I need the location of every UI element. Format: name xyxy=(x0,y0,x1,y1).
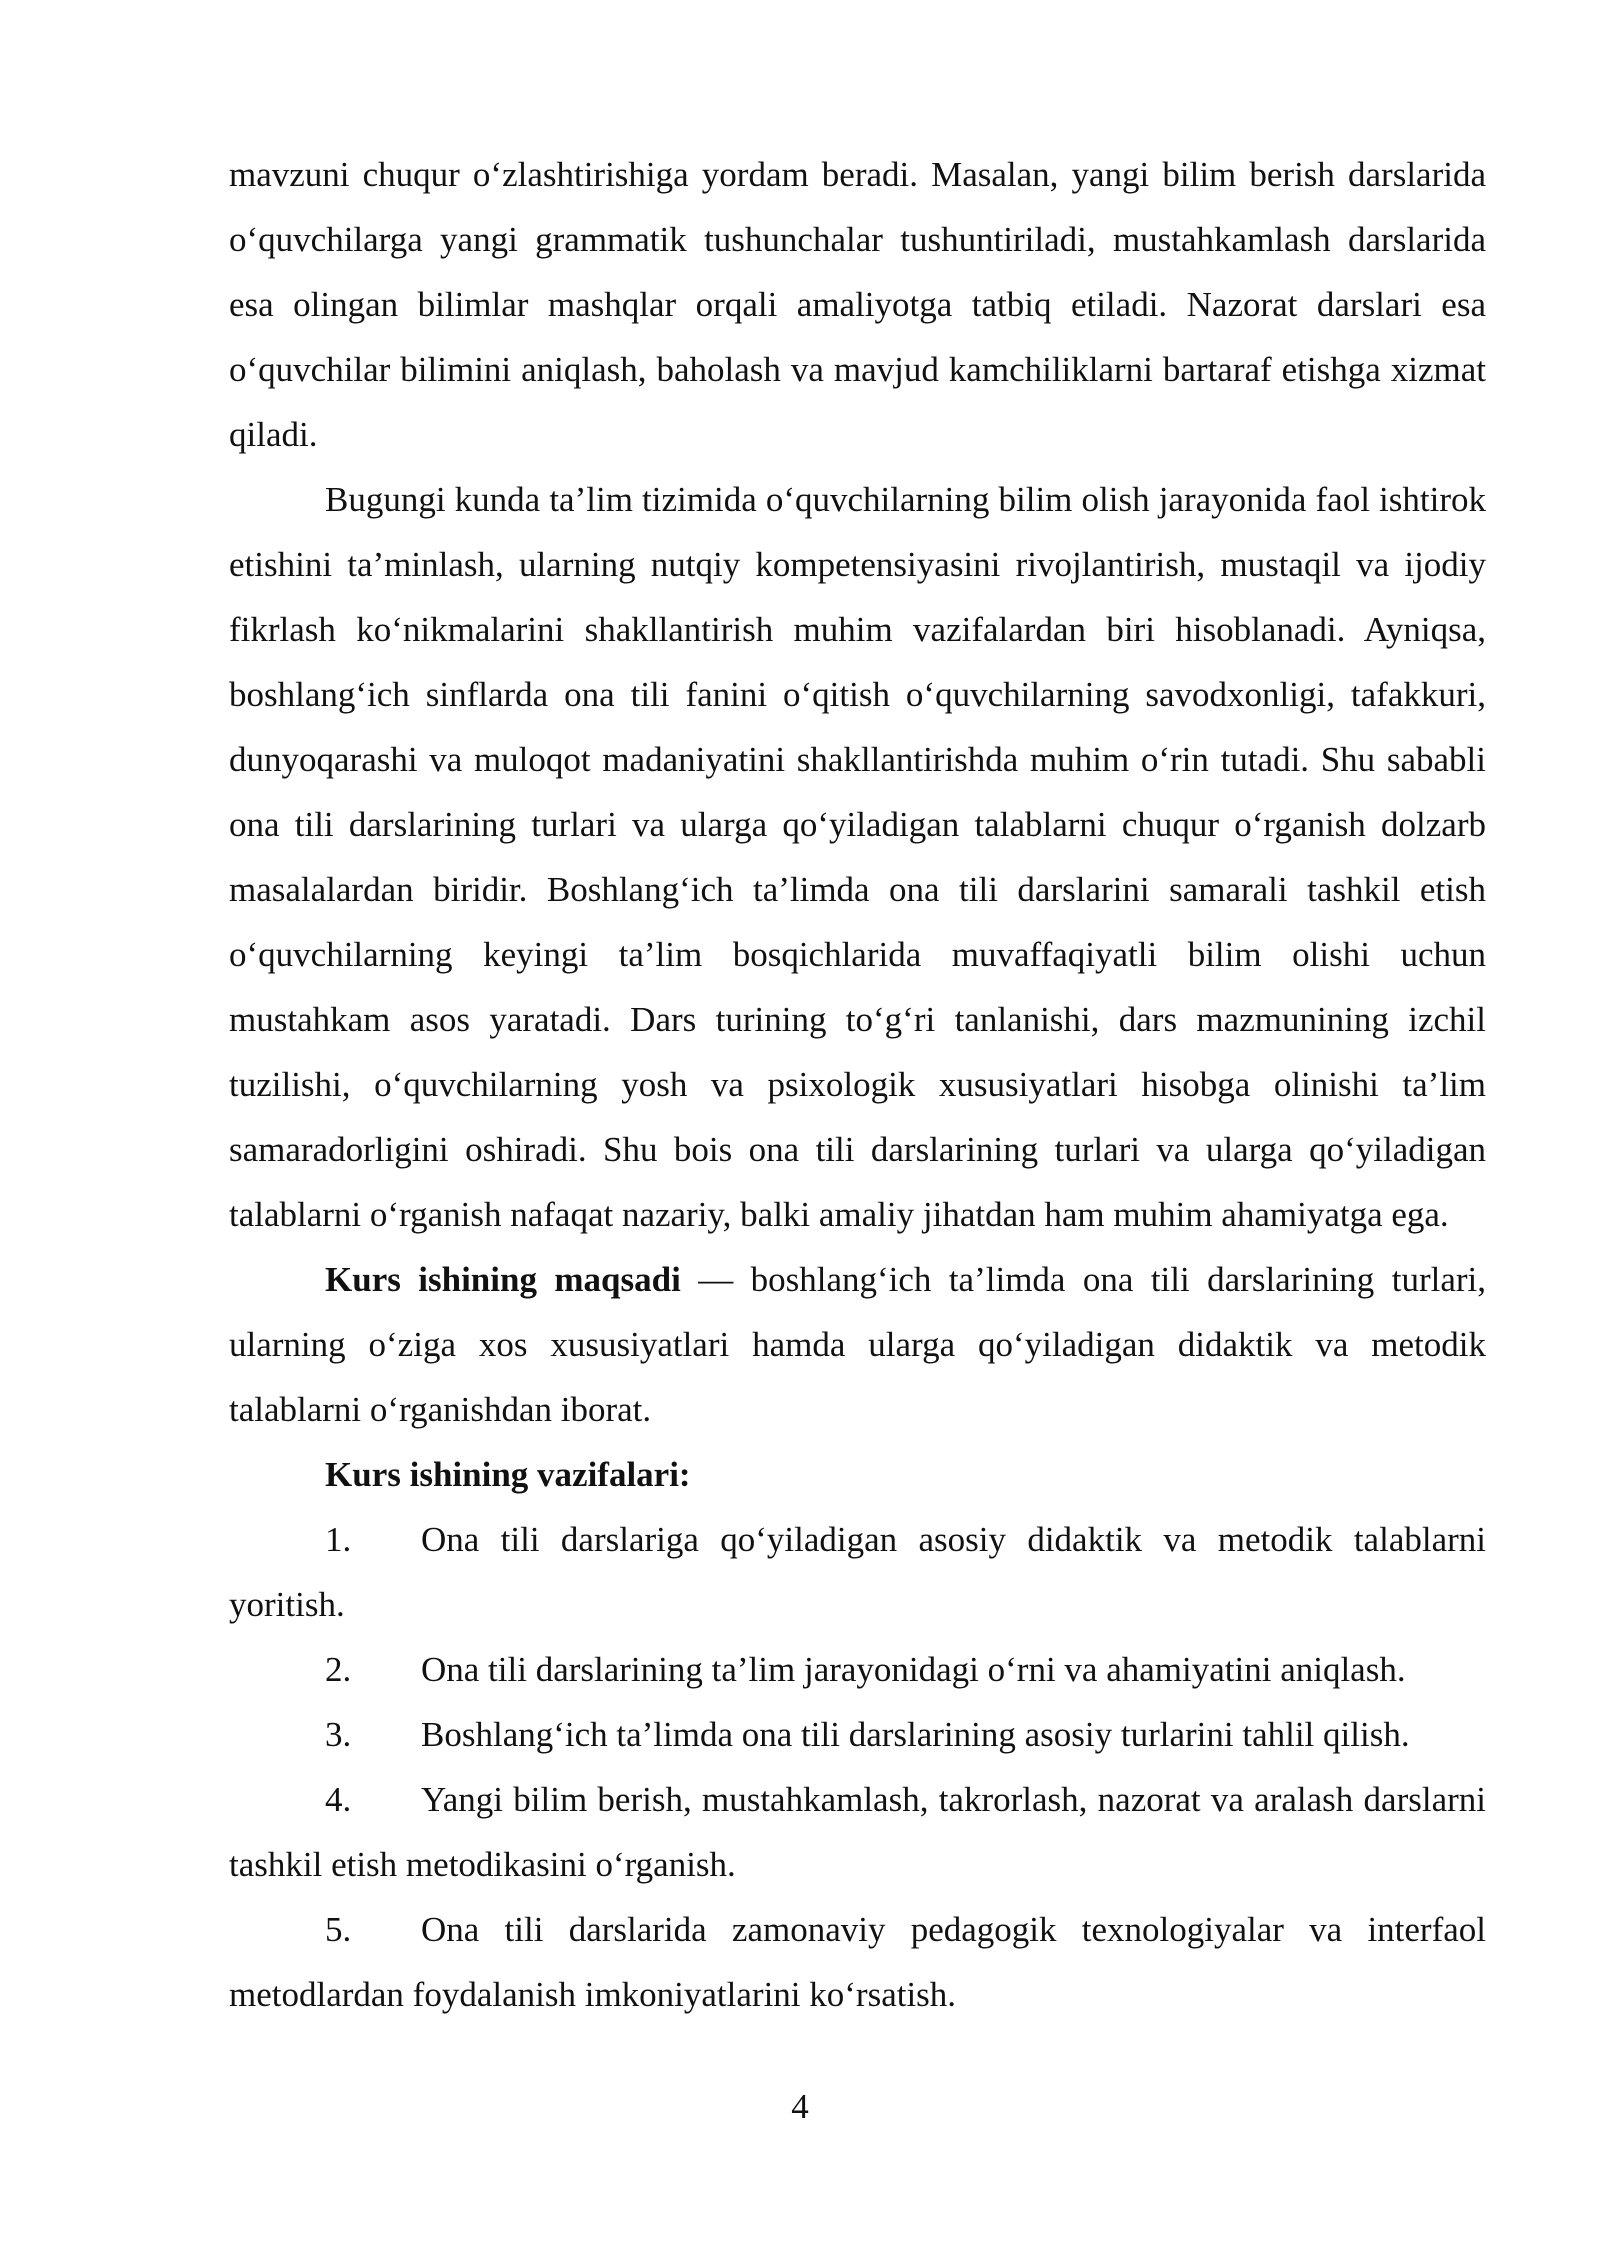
task-text: Ona tili darslarining ta’lim jarayonidagi o‘rni va ahamiyatini aniqlash. xyxy=(421,1650,1406,1689)
paragraph-goal xyxy=(229,1247,1486,1442)
goal-label: Kurs ishining maqsadi xyxy=(325,1260,681,1299)
document-page xyxy=(229,142,1486,2027)
task-number: 1. xyxy=(325,1520,352,1559)
task-item-4 xyxy=(229,1767,1486,1897)
paragraph-continuation: mavzuni chuqur o‘zlashtirishiga yordam beradi. Masalan, yangi bilim berish darslarida o‘quvchilarga yangi grammatik tushunchalar tushuntiriladi, mustahkamlash darslarida esa olingan bilimlar mashqlar orqali amaliyotga tatbiq etiladi. Nazorat darslari esa o‘quvchilar bilimini aniqlash, baholash va mavjud kamchiliklarni bartaraf etishga xizmat qiladi. xyxy=(229,155,1486,454)
tasks-heading: Kurs ishining vazifalari: xyxy=(325,1455,691,1494)
task-number: 3. xyxy=(325,1715,352,1754)
task-text: Ona tili darslarida zamonaviy pedagogik texnologiyalar va interfaol metodlardan foydalanish imkoniyatlarini ko‘rsatish. xyxy=(229,1910,1486,2014)
task-item-5 xyxy=(229,1897,1486,2027)
task-text: Yangi bilim berish, mustahkamlash, takrorlash, nazorat va aralash darslarni tashkil etish metodikasini o‘rganish. xyxy=(229,1780,1486,1884)
task-text: Ona tili darslariga qo‘yiladigan asosiy didaktik va metodik talablarni yoritish. xyxy=(229,1520,1486,1624)
task-number: 5. xyxy=(325,1910,352,1949)
page-number: 4 xyxy=(791,2087,809,2126)
paragraph-relevance: Bugungi kunda ta’lim tizimida o‘quvchilarning bilim olish jarayonida faol ishtirok etishini ta’minlash, ularning nutqiy kompetensiyasini rivojlantirish, mustaqil va ijodiy fikrlash ko‘nikmalarini shakllantirish muhim vazifalardan biri hisoblanadi. Ayniqsa, boshlang‘ich sinflarda ona tili fanini o‘qitish o‘quvchilarning savodxonligi, tafakkuri, dunyoqarashi va muloqot madaniyatini shakllantirishda muhim o‘rin tutadi. Shu sababli ona tili darslarining turlari va ularga qo‘yiladigan talablarni chuqur o‘rganish dolzarb masalalardan biridir. Boshlang‘ich ta’limda ona tili darslarini samarali tashkil etish o‘quvchilarning keyingi ta’lim bosqichlarida muvaffaqiyatli bilim olishi uchun mustahkam asos yaratadi. Dars turining to‘g‘ri tanlanishi, dars mazmunining izchil tuzilishi, o‘quvchilarning yosh va psixologik xususiyatlari hisobga olinishi ta’lim samaradorligini oshiradi. Shu bois ona tili darslarining turlari va ularga qo‘yiladigan talablarni o‘rganish nafaqat nazariy, balki amaliy jihatdan ham muhim ahamiyatga ega. xyxy=(229,480,1486,1234)
task-number: 4. xyxy=(325,1780,352,1819)
task-item-3 xyxy=(229,1702,1486,1767)
goal-text: — boshlang‘ich ta’limda ona tili darslarining turlari, ularning o‘ziga xos xususiyatlari hamda ularga qo‘yiladigan didaktik va metodik talablarni o‘rganishdan iborat. xyxy=(229,1260,1486,1429)
task-number: 2. xyxy=(325,1650,352,1689)
task-item-1 xyxy=(229,1507,1486,1637)
task-text: Boshlang‘ich ta’limda ona tili darslarining asosiy turlarini tahlil qilish. xyxy=(421,1715,1410,1754)
task-item-2 xyxy=(229,1637,1486,1702)
